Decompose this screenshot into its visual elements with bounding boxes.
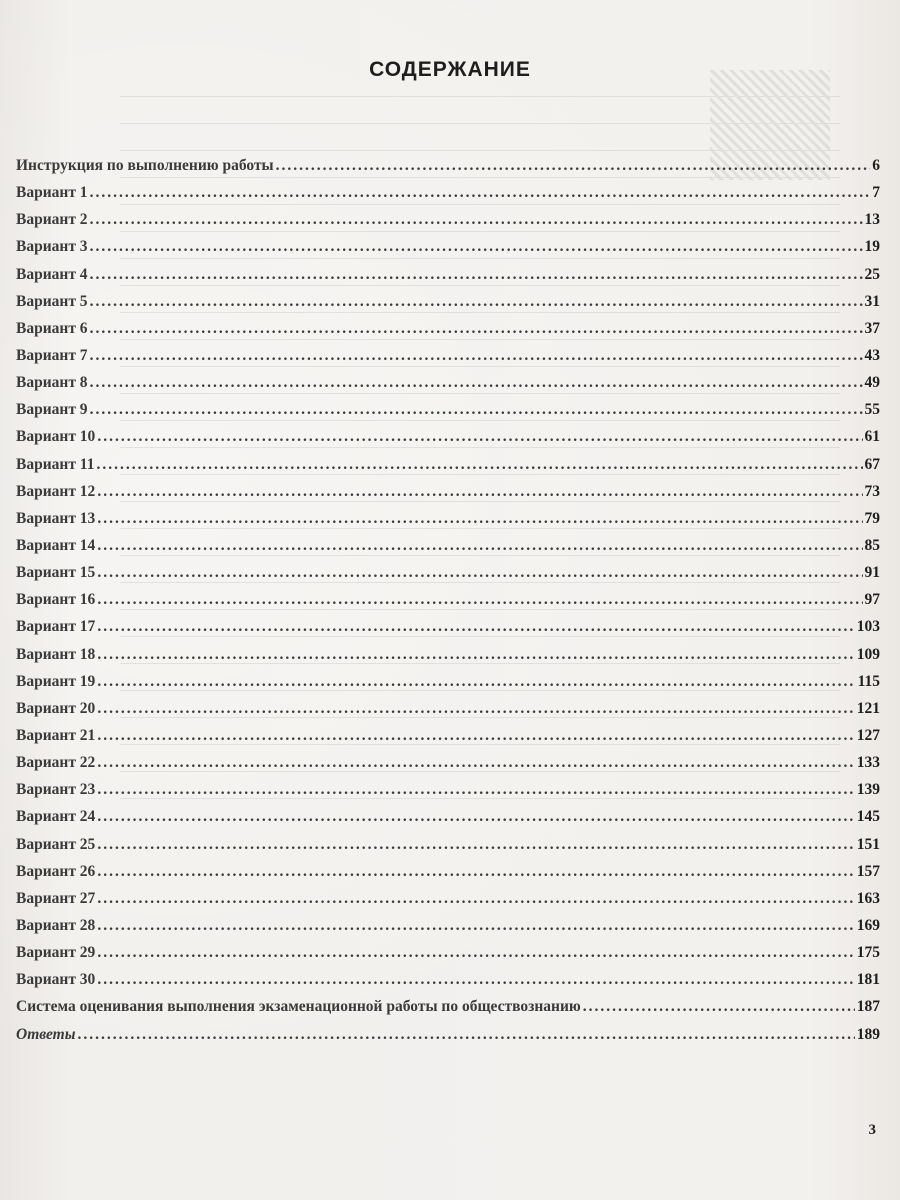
toc-entry-label: Вариант 21	[16, 726, 96, 744]
toc-dot-leader	[583, 998, 855, 1016]
toc-dot-leader	[97, 890, 854, 908]
toc-dot-leader	[90, 374, 863, 392]
toc-entry-label: Вариант 22	[16, 754, 96, 772]
toc-entry-label: Вариант 6	[16, 319, 88, 337]
toc-entry-label: Система оценивания выполнения экзаменационной работы по обществознанию	[16, 998, 581, 1016]
toc-entry	[16, 863, 880, 890]
toc-entry	[16, 238, 880, 265]
toc-dot-leader	[97, 700, 854, 718]
toc-entry-label: Вариант 14	[16, 536, 96, 554]
toc-entry	[16, 700, 880, 727]
toc-dot-leader	[97, 537, 862, 555]
toc-entry-page: 169	[856, 916, 880, 934]
toc-entry-page: 79	[864, 509, 880, 527]
toc-entry	[16, 347, 880, 374]
toc-dot-leader	[90, 184, 871, 202]
toc-entry-page: 91	[864, 564, 880, 582]
toc-entry-label: Вариант 5	[16, 292, 88, 310]
toc-entry-label: Вариант 12	[16, 482, 96, 500]
toc-entry-page: 13	[864, 211, 880, 229]
toc-dot-leader	[97, 863, 854, 881]
toc-entry-page: 163	[856, 889, 880, 907]
toc-entry	[16, 320, 880, 347]
toc-entry-page: 187	[856, 998, 880, 1016]
toc-entry-page: 97	[864, 591, 880, 609]
toc-entry-page: 55	[864, 401, 880, 419]
toc-dot-leader	[97, 944, 854, 962]
toc-entry	[16, 727, 880, 754]
toc-entry	[16, 1026, 880, 1053]
toc-dot-leader	[276, 157, 871, 175]
toc-entry-page: 133	[856, 754, 880, 772]
toc-entry	[16, 618, 880, 645]
toc-dot-leader	[96, 456, 862, 474]
toc-dot-leader	[90, 347, 863, 365]
toc-dot-leader	[97, 754, 854, 772]
toc-entry-page: 139	[856, 781, 880, 799]
toc-dot-leader	[97, 428, 862, 446]
toc-dot-leader	[97, 917, 854, 935]
toc-entry-label: Вариант 2	[16, 211, 88, 229]
toc-entry	[16, 781, 880, 808]
toc-dot-leader	[97, 673, 855, 691]
toc-entry	[16, 754, 880, 781]
toc-entry-page: 115	[857, 672, 880, 690]
toc-dot-leader	[97, 510, 862, 528]
toc-entry-page: 175	[856, 944, 880, 962]
toc-entry-page: 73	[864, 482, 880, 500]
toc-entry	[16, 184, 880, 211]
toc-entry-page: 151	[856, 835, 880, 853]
toc-entry-page: 43	[864, 346, 880, 364]
toc-entry	[16, 428, 880, 455]
toc-entry	[16, 944, 880, 971]
toc-entry	[16, 646, 880, 673]
toc-entry	[16, 673, 880, 700]
toc-entry	[16, 157, 880, 184]
toc-dot-leader	[90, 401, 863, 419]
toc-dot-leader	[77, 1026, 854, 1044]
toc-entry	[16, 890, 880, 917]
toc-entry-label: Вариант 8	[16, 374, 88, 392]
toc-entry-page: 19	[864, 238, 880, 256]
toc-entry-label: Вариант 24	[16, 808, 96, 826]
toc-dot-leader	[97, 646, 854, 664]
toc-entry-page: 85	[864, 536, 880, 554]
toc-entry	[16, 456, 880, 483]
toc-entry	[16, 917, 880, 944]
toc-entry	[16, 293, 880, 320]
toc-dot-leader	[97, 808, 854, 826]
toc-entry-page: 103	[856, 618, 880, 636]
toc-entry-label: Вариант 28	[16, 916, 96, 934]
toc-entry-label: Вариант 9	[16, 401, 88, 419]
toc-dot-leader	[90, 293, 863, 311]
toc-dot-leader	[97, 483, 862, 501]
toc-entry	[16, 510, 880, 537]
toc-entry-label: Инструкция по выполнению работы	[16, 157, 274, 174]
toc-dot-leader	[97, 618, 854, 636]
toc-entry-page: 127	[856, 726, 880, 744]
toc-entry-label: Вариант 15	[16, 564, 96, 582]
toc-entry	[16, 836, 880, 863]
toc-entry-label: Вариант 30	[16, 971, 96, 989]
toc-dot-leader	[97, 564, 862, 582]
toc-entry-page: 109	[856, 645, 880, 663]
toc-entry	[16, 808, 880, 835]
toc-entry-label: Вариант 18	[16, 645, 96, 663]
toc-dot-leader	[97, 971, 854, 989]
toc-entry-label: Вариант 4	[16, 265, 88, 283]
page-number: 3	[868, 1122, 876, 1138]
toc-dot-leader	[97, 836, 854, 854]
table-of-contents	[16, 157, 880, 1053]
toc-entry-page: 31	[864, 292, 880, 310]
toc-entry-label: Вариант 13	[16, 509, 96, 527]
toc-dot-leader	[90, 266, 863, 284]
toc-entry	[16, 401, 880, 428]
toc-entry-label: Вариант 27	[16, 889, 96, 907]
toc-entry-page: 67	[864, 455, 880, 473]
toc-entry	[16, 537, 880, 564]
toc-entry-page: 49	[864, 374, 880, 392]
toc-dot-leader	[90, 211, 863, 229]
toc-entry-label: Вариант 26	[16, 862, 96, 880]
toc-entry	[16, 591, 880, 618]
toc-entry-label: Вариант 20	[16, 699, 96, 717]
toc-entry-page: 25	[864, 265, 880, 283]
toc-dot-leader	[97, 727, 854, 745]
toc-entry-page: 37	[864, 319, 880, 337]
toc-entry	[16, 266, 880, 293]
toc-entry	[16, 211, 880, 238]
toc-entry-label: Вариант 19	[16, 672, 96, 690]
toc-entry-label: Вариант 7	[16, 346, 88, 364]
toc-entry-label: Вариант 25	[16, 835, 96, 853]
toc-entry-page: 6	[872, 157, 880, 174]
toc-entry	[16, 483, 880, 510]
toc-entry-page: 145	[856, 808, 880, 826]
toc-entry-label: Вариант 17	[16, 618, 96, 636]
toc-entry-page: 189	[856, 1025, 880, 1043]
toc-entry-page: 157	[856, 862, 880, 880]
toc-entry-page: 7	[872, 184, 880, 202]
toc-dot-leader	[97, 781, 854, 799]
toc-entry	[16, 374, 880, 401]
toc-dot-leader	[97, 591, 862, 609]
page-title: СОДЕРЖАНИЕ	[369, 58, 531, 81]
toc-dot-leader	[90, 320, 863, 338]
toc-entry-page: 181	[856, 971, 880, 989]
toc-entry-page: 121	[856, 699, 880, 717]
toc-entry-label: Вариант 10	[16, 428, 96, 446]
toc-entry-page: 61	[864, 428, 880, 446]
toc-entry-label: Вариант 11	[16, 455, 95, 473]
toc-entry-label: Вариант 29	[16, 944, 96, 962]
toc-entry	[16, 564, 880, 591]
toc-dot-leader	[90, 238, 863, 256]
toc-entry-label: Вариант 3	[16, 238, 88, 256]
toc-entry-label: Вариант 1	[16, 184, 88, 202]
toc-entry-label: Вариант 23	[16, 781, 96, 799]
toc-entry-label: Вариант 16	[16, 591, 96, 609]
toc-entry-label: Ответы	[16, 1025, 76, 1043]
toc-entry	[16, 971, 880, 998]
toc-entry	[16, 998, 880, 1025]
